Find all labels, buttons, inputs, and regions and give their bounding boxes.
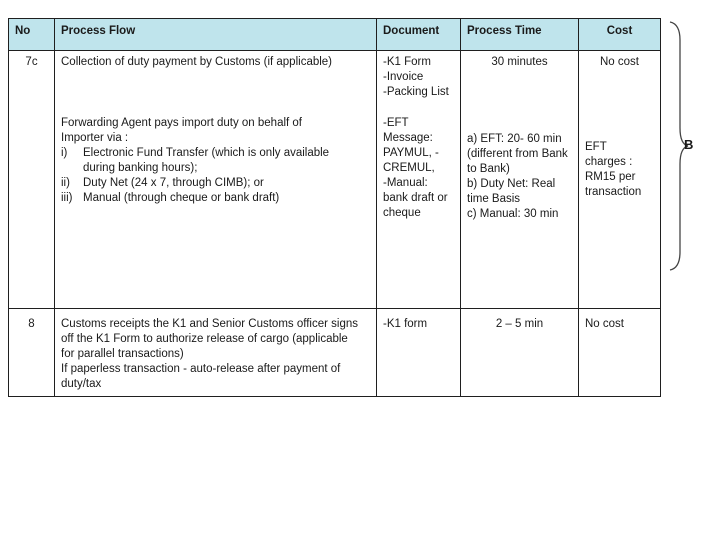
header-cost: Cost <box>579 19 661 51</box>
cell-cost <box>579 51 661 309</box>
table-row-7c <box>9 51 661 309</box>
cell-no <box>9 51 55 309</box>
cell-process-flow <box>55 51 377 309</box>
header-document: Document <box>377 19 461 51</box>
time-detail: (different from Bank <box>467 148 568 160</box>
flow-intro: Importer via : <box>61 132 129 144</box>
cost-value: No cost <box>585 318 624 330</box>
time-detail: a) EFT: 20- 60 min <box>467 133 562 145</box>
flow-line: off the K1 Form to authorize release of cargo (applicable <box>61 333 348 345</box>
cost-detail: EFT <box>585 141 607 153</box>
flow-line: If paperless transaction - auto-release after payment of <box>61 363 341 375</box>
document-item: Message: <box>383 132 433 144</box>
document-item: -K1 Form <box>383 56 431 68</box>
cell-process-flow <box>55 309 377 397</box>
header-row <box>9 19 661 51</box>
time-detail: time Basis <box>467 193 521 205</box>
document-item: bank draft or <box>383 192 448 204</box>
flow-line: duty/tax <box>61 378 102 390</box>
document-item: PAYMUL, - <box>383 147 439 159</box>
row-number: 7c <box>25 56 38 68</box>
cell-no <box>9 309 55 397</box>
time-detail: to Bank) <box>467 163 510 175</box>
document-item: -K1 form <box>383 318 428 330</box>
bracket-label: B <box>684 137 694 152</box>
table-row-8 <box>9 309 661 397</box>
time-value: 2 – 5 min <box>495 318 544 330</box>
cell-process-time <box>461 51 579 309</box>
time-detail: c) Manual: 30 min <box>467 208 559 220</box>
flow-intro: Forwarding Agent pays import duty on behalf of <box>61 117 303 129</box>
document-item: cheque <box>383 207 421 219</box>
header-process-time: Process Time <box>461 19 579 51</box>
cell-cost <box>579 309 661 397</box>
list-item: i) Electronic Fund Transfer (which is only available <box>61 147 330 159</box>
process-table <box>8 18 661 397</box>
cost-value: No cost <box>600 56 639 68</box>
cell-process-time <box>461 309 579 397</box>
cell-document <box>377 51 461 309</box>
time-detail: b) Duty Net: Real <box>467 178 556 190</box>
document-item: CREMUL, <box>383 162 435 174</box>
flow-line: for parallel transactions) <box>61 348 184 360</box>
row-number: 8 <box>28 318 35 330</box>
cost-detail: RM15 per <box>585 171 636 183</box>
document-item: -Manual: <box>383 177 428 189</box>
flow-title: Collection of duty payment by Customs (if applicable) <box>61 56 333 68</box>
cost-detail: transaction <box>585 186 642 198</box>
list-item-continuation: during banking hours); <box>83 162 198 174</box>
header-process-flow: Process Flow <box>55 19 377 51</box>
header-no: No <box>9 19 55 51</box>
time-value: 30 minutes <box>491 56 548 68</box>
document-item: -EFT <box>383 117 409 129</box>
document-item: -Invoice <box>383 71 424 83</box>
flow-line: Customs receipts the K1 and Senior Customs officer signs <box>61 318 359 330</box>
list-item: ii) Duty Net (24 x 7, through CIMB); or <box>61 177 264 189</box>
payment-methods-list <box>61 146 370 206</box>
cost-detail: charges : <box>585 156 633 168</box>
document-item: -Packing List <box>383 86 449 98</box>
cell-document <box>377 309 461 397</box>
list-item: iii) Manual (through cheque or bank draft) <box>61 192 280 204</box>
